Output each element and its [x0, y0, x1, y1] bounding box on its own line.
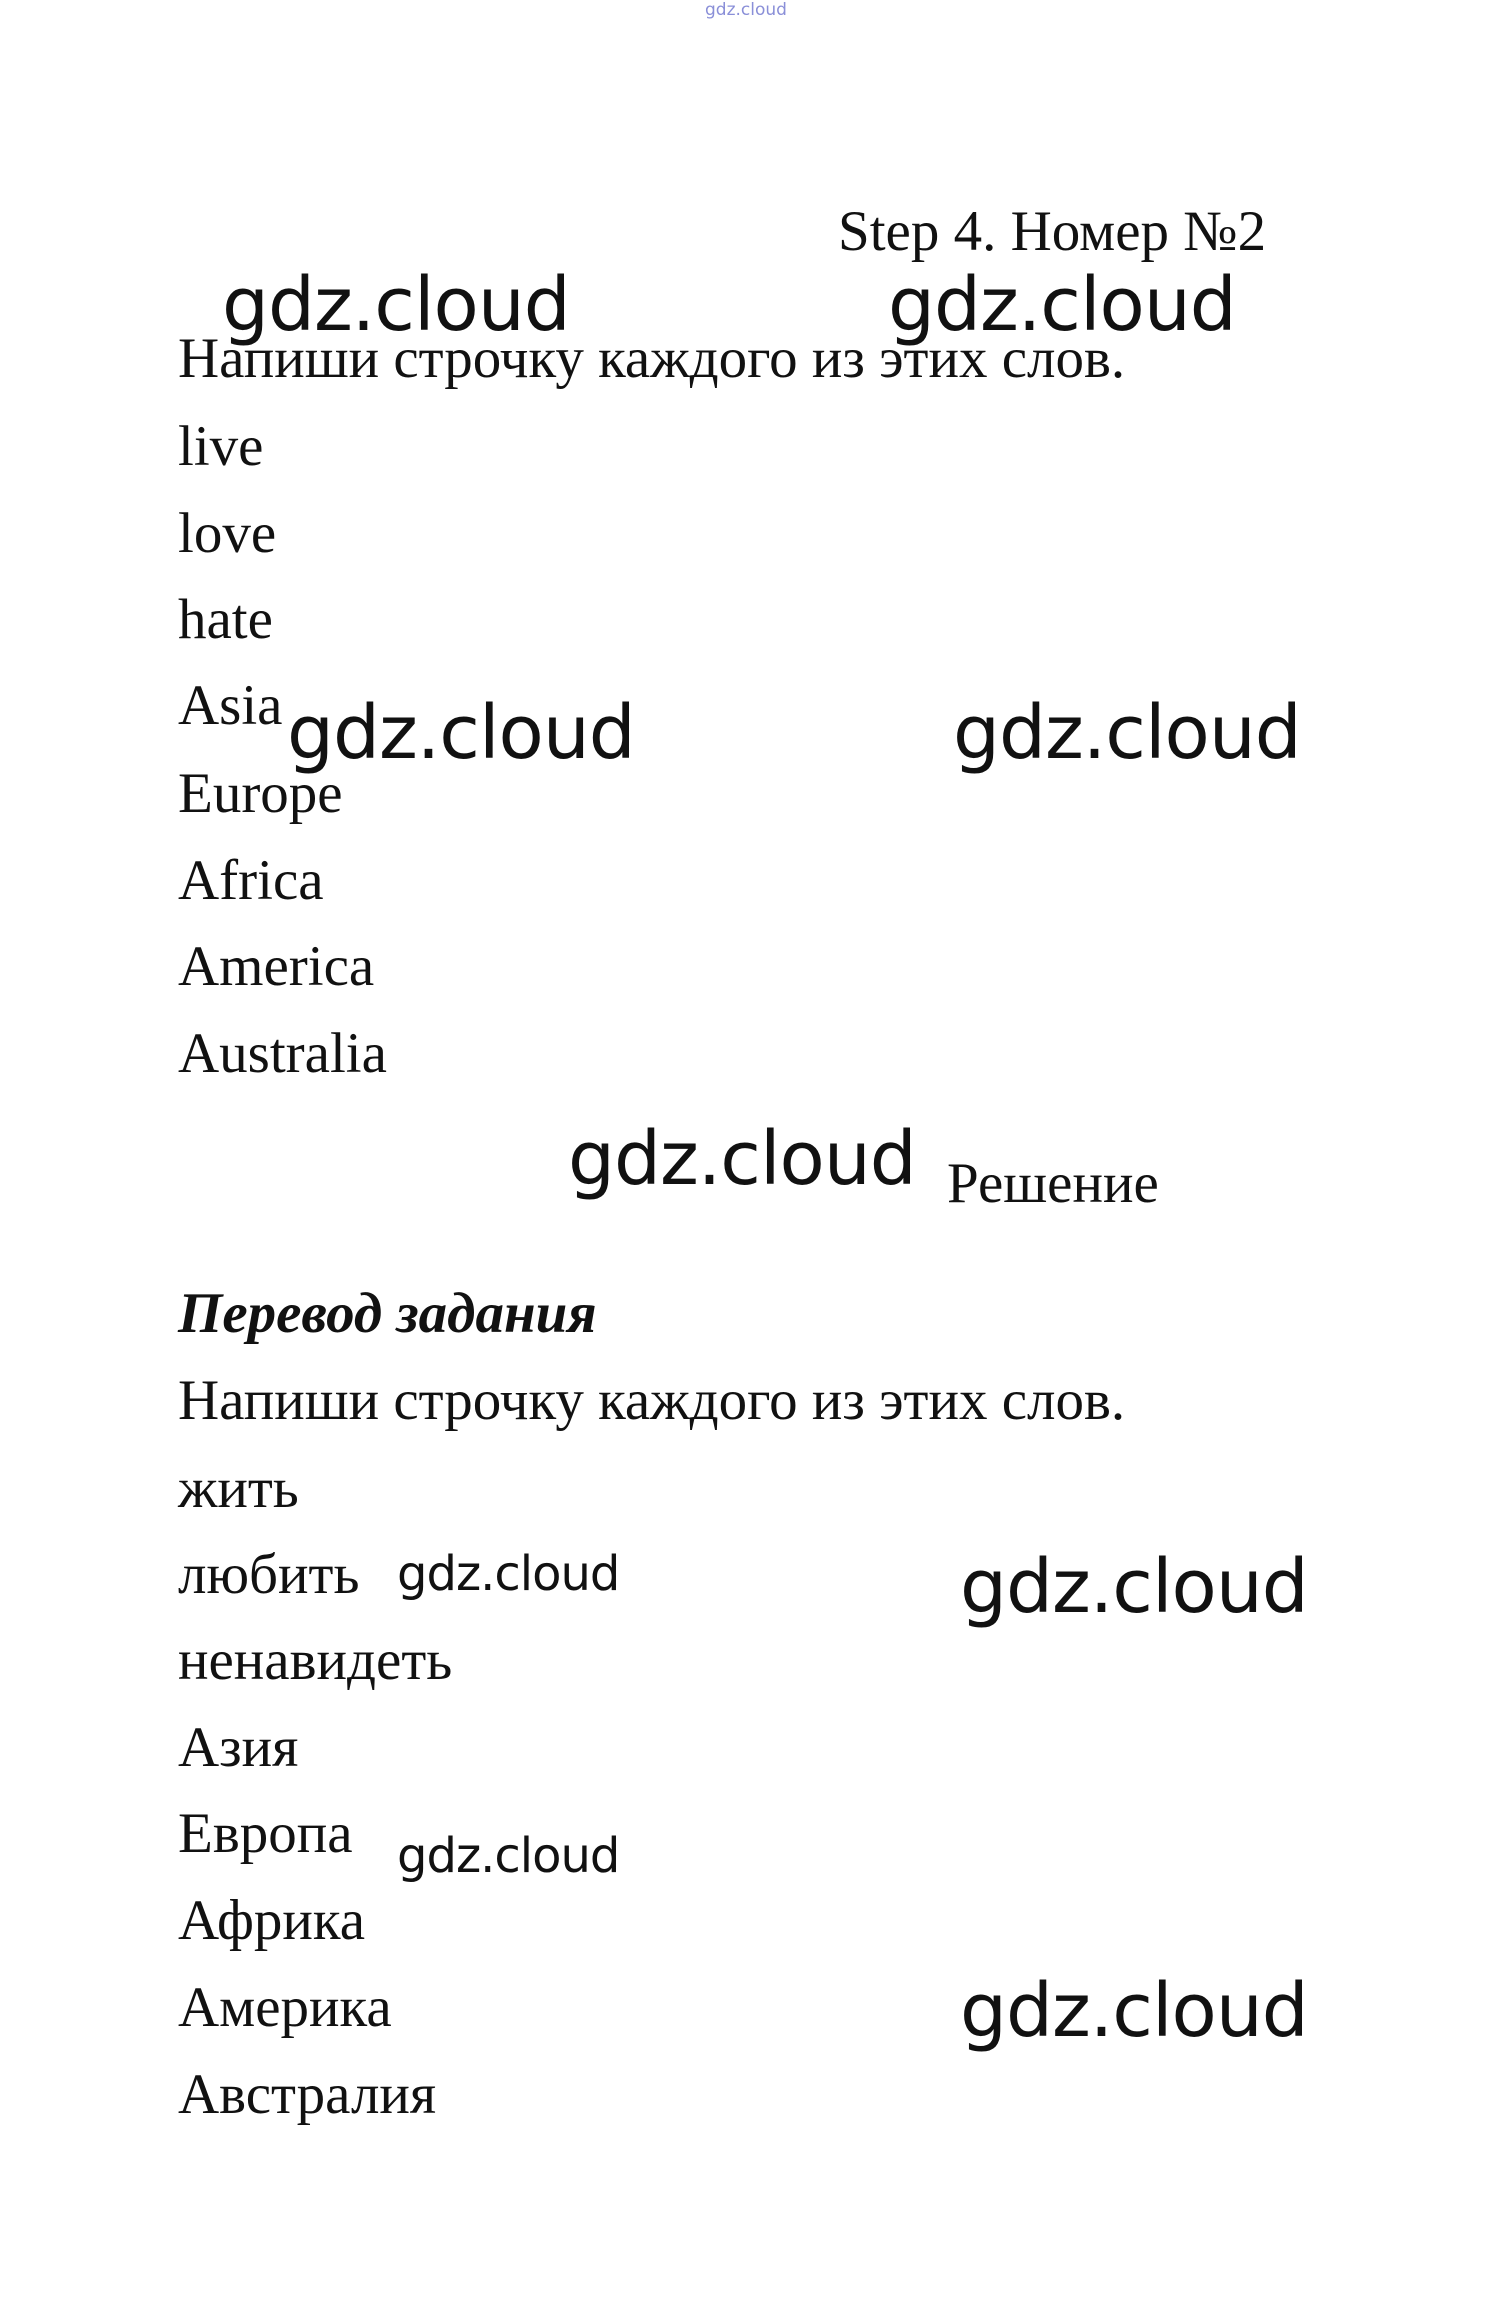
list-item: Европа	[178, 1802, 353, 1865]
watermark: gdz.cloud	[960, 1544, 1308, 1630]
list-item: America	[178, 935, 375, 998]
list-item: love	[178, 502, 277, 565]
list-item: ненавидеть	[178, 1629, 453, 1692]
page-title: Step 4. Номер №2	[838, 200, 1267, 263]
top-watermark: gdz.cloud	[705, 0, 787, 20]
watermark: gdz.cloud	[568, 1116, 916, 1202]
watermark: gdz.cloud	[287, 690, 635, 776]
list-item: Азия	[178, 1716, 299, 1779]
list-item: live	[178, 415, 264, 478]
watermark: gdz.cloud	[953, 690, 1301, 776]
watermark: gdz.cloud	[960, 1968, 1308, 2054]
list-item: Asia	[178, 674, 283, 737]
list-item: Африка	[178, 1889, 366, 1952]
solution-label: Решение	[947, 1152, 1159, 1215]
task-instruction: Напиши строчку каждого из этих слов.	[178, 327, 1126, 390]
list-item: Australia	[178, 1022, 387, 1085]
translation-instruction: Напиши строчку каждого из этих слов.	[178, 1369, 1126, 1432]
translation-heading: Перевод задания	[178, 1282, 597, 1345]
list-item: Австралия	[178, 2063, 437, 2126]
watermark: gdz.cloud	[397, 1546, 620, 1602]
list-item: Africa	[178, 849, 324, 912]
list-item: hate	[178, 588, 273, 651]
list-item: Europe	[178, 762, 343, 825]
watermark: gdz.cloud	[397, 1828, 620, 1884]
list-item: любить	[178, 1543, 360, 1606]
watermark: gdz.cloud	[888, 262, 1236, 348]
list-item: жить	[178, 1457, 299, 1520]
watermark: gdz.cloud	[222, 262, 570, 348]
list-item: Америка	[178, 1976, 392, 2039]
